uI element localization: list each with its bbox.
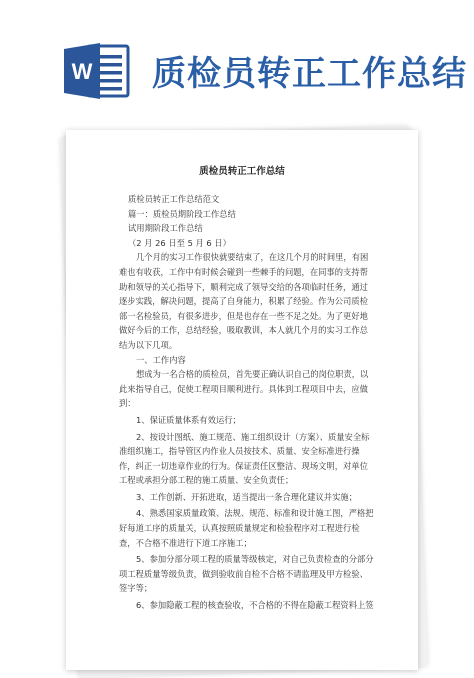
doc-list-item: 2、按设计图纸、施工规范、施工组织设计（方案）、质量安全标准组织施工，指导管区内作业人员按技术、质量、安全标准进行操作，纠正一切违章作业的行为。保证责任区整洁、现场文明，对单位工程或承担分部工程的施工质量、安全负责任； bbox=[119, 431, 370, 486]
doc-list-item: 4、熟悉国家质量政策、法规、规范、标准和设计施工图，严格把好每道工序的质量关，认真按照质量规定和检验程序对工程进行检查，不合格不准进行下道工序施工； bbox=[119, 508, 374, 548]
page-title: 质检员转正工作总结 bbox=[152, 54, 467, 94]
word-logo-letter: W bbox=[71, 59, 93, 84]
doc-paragraph-intro: 几个月的实习工作很快就要结束了，在这几个月的时间里，有困难也有收获，工作中有时候会碰到一些棘手的问题，在同事的支持帮助和领导的关心指导下，顺利完成了领导交给的各项临时任务，通过逐步实践，解决问题，提高了自身能力，积累了经验。作为公司质检部一名检验员，有很多进步，但是也存在一些不足之处。为了更好地做好今后的工作，总结经验，吸取教训，本人就几个月的实习工作总结为以下几项。 bbox=[119, 252, 369, 350]
doc-line-date-range: （2 月 26 日至 5 月 6 日） bbox=[128, 237, 231, 248]
word-document-icon bbox=[62, 40, 132, 102]
doc-list-item: 3、工作创新、开拓进取，适当提出一条合理化建议并实施； bbox=[136, 491, 357, 502]
doc-section-heading: 一、工作内容 bbox=[136, 354, 186, 365]
doc-line-subtitle: 质检员转正工作总结范文 bbox=[128, 194, 220, 204]
doc-line-period-heading: 试用期阶段工作总结 bbox=[128, 223, 203, 234]
doc-list-item: 5、参加分部分项工程的质量等级核定，对自己负责检查的分部分项工程质量等级负责，做到验收前自检不合格不请监理及甲方检验、签字等； bbox=[119, 554, 374, 594]
doc-paragraph-duties-intro: 想成为一名合格的质检员，首先要正确认识自己的岗位职责，以此来指导自己，促使工程项目顺利进行。具体到工程项目中去，应做到： bbox=[119, 369, 369, 409]
document-page bbox=[66, 130, 418, 670]
page-header bbox=[0, 0, 474, 120]
doc-list-item: 1、保证质量体系有效运行； bbox=[136, 414, 241, 425]
document-title: 质检员转正工作总结 bbox=[199, 166, 285, 177]
doc-list-item: 6、参加隐蔽工程的核查验收，不合格的不得在隐蔽工程资料上签 bbox=[136, 600, 374, 611]
document-body bbox=[119, 192, 375, 613]
doc-line-chapter: 篇一：质检员期阶段工作总结 bbox=[128, 208, 236, 219]
